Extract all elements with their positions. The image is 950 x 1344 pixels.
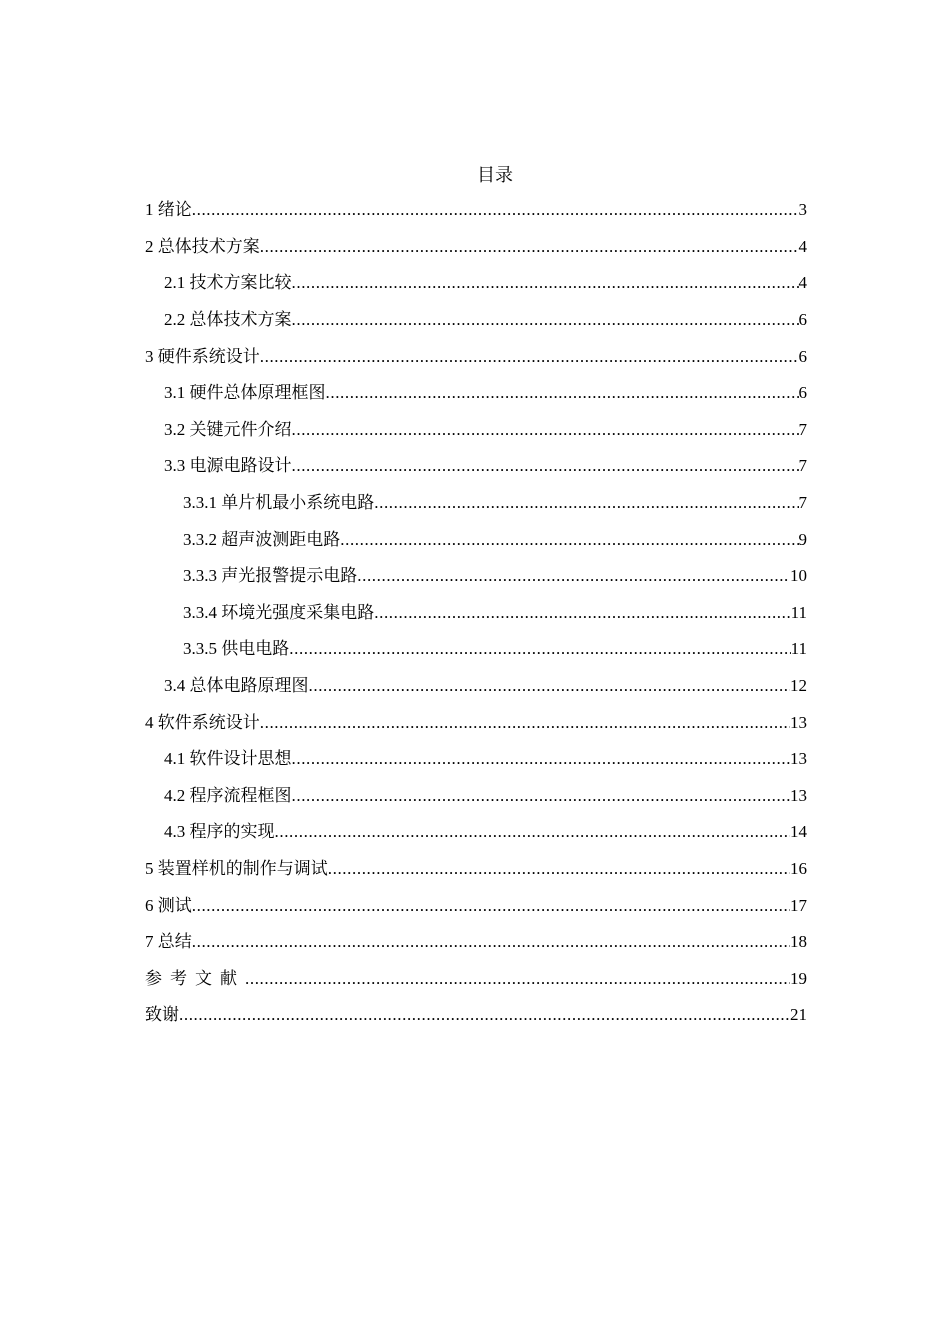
toc-entry-page: 13: [790, 712, 807, 732]
toc-entry-label: 3.3.2 超声波测距电路: [183, 529, 341, 549]
toc-entry-page: 7: [798, 493, 807, 513]
toc-dot-leader: [357, 564, 790, 588]
toc-entry-page: 13: [790, 785, 807, 805]
toc-entry-label: 5 装置样机的制作与调试: [145, 858, 328, 878]
toc-dot-leader: [292, 747, 791, 771]
toc-dot-leader: [374, 491, 798, 515]
toc-dot-leader: [260, 235, 799, 259]
toc-dot-leader: [192, 930, 790, 954]
toc-entry-page: 7: [798, 456, 807, 476]
toc-entry-page: 3: [798, 200, 807, 220]
toc-entry-label: 2.1 技术方案比较: [164, 273, 292, 293]
toc-dot-leader: [192, 198, 799, 222]
toc-entry-4-2[interactable]: [145, 778, 807, 815]
toc-entry-7[interactable]: [145, 924, 807, 961]
toc-entry-3-4[interactable]: [145, 668, 807, 705]
toc-entry-3[interactable]: [145, 338, 807, 375]
toc-entry-page: 13: [790, 749, 807, 769]
toc-dot-leader: [292, 418, 799, 442]
toc-entry-2-2[interactable]: [145, 302, 807, 339]
toc-entry-label: 6 测试: [145, 895, 192, 915]
toc-dot-leader: [292, 454, 799, 478]
toc-entry-6[interactable]: [145, 887, 807, 924]
toc-entry-label: 致谢: [145, 1005, 179, 1025]
toc-entry-3-3-1[interactable]: [145, 485, 807, 522]
toc-dot-leader: [292, 784, 791, 808]
toc-entry-label: 3.3 电源电路设计: [164, 456, 292, 476]
toc-entry-3-3-4[interactable]: [145, 595, 807, 632]
toc-entry-3-2[interactable]: [145, 412, 807, 449]
toc-entry-page: 6: [798, 346, 807, 366]
toc-dot-leader: [326, 381, 799, 405]
toc-entry-page: 17: [790, 895, 807, 915]
toc-dot-leader: [260, 345, 799, 369]
toc-entry-3-3-2[interactable]: [145, 521, 807, 558]
toc-entry-acknowledgements[interactable]: [145, 997, 807, 1034]
toc-entry-label: 参考文献: [145, 968, 245, 988]
toc-entry-page: 16: [790, 858, 807, 878]
toc-entry-page: 4: [798, 236, 807, 256]
toc-entry-label: 3.3.4 环境光强度采集电路: [183, 602, 375, 622]
toc-entry-4[interactable]: [145, 704, 807, 741]
toc-entry-page: 6: [798, 383, 807, 403]
toc-dot-leader: [245, 967, 790, 991]
toc-title: 目录: [477, 165, 513, 185]
toc-entry-label: 3.3.5 供电电路: [183, 639, 290, 659]
toc-entry-5[interactable]: [145, 851, 807, 888]
toc-entry-3-1[interactable]: [145, 375, 807, 412]
toc-dot-leader: [275, 820, 791, 844]
toc-entry-label: 3.1 硬件总体原理框图: [164, 383, 326, 403]
toc-entry-label: 3.2 关键元件介绍: [164, 419, 292, 439]
toc-dot-leader: [192, 894, 790, 918]
toc-entry-page: 19: [790, 968, 807, 988]
toc-entry-page: 4: [798, 273, 807, 293]
toc-entry-1[interactable]: [145, 192, 807, 229]
toc-entry-label: 7 总结: [145, 932, 192, 952]
toc-entry-page: 12: [790, 676, 807, 696]
toc-entry-label: 3.3.3 声光报警提示电路: [183, 566, 358, 586]
toc-entry-label: 1 绪论: [145, 200, 192, 220]
toc-entry-page: 7: [798, 419, 807, 439]
toc-entry-references[interactable]: [145, 960, 807, 997]
toc-dot-leader: [309, 674, 791, 698]
toc-dot-leader: [340, 528, 798, 552]
toc-entry-label: 2.2 总体技术方案: [164, 310, 292, 330]
toc-entry-label: 3.3.1 单片机最小系统电路: [183, 493, 375, 513]
toc-entry-page: 10: [790, 566, 807, 586]
toc-entry-3-3-5[interactable]: [145, 631, 807, 668]
toc-dot-leader: [374, 601, 790, 625]
toc-dot-leader: [292, 308, 799, 332]
toc-dot-leader: [179, 1003, 790, 1027]
toc-entry-2-1[interactable]: [145, 265, 807, 302]
toc-entry-page: 18: [790, 932, 807, 952]
toc-entry-page: 14: [790, 822, 807, 842]
toc-entry-page: 11: [790, 639, 807, 659]
toc-dot-leader: [289, 637, 790, 661]
toc-entry-label: 3 硬件系统设计: [145, 346, 260, 366]
toc-entry-4-1[interactable]: [145, 741, 807, 778]
toc-entry-page: 9: [798, 529, 807, 549]
toc-entry-label: 4.2 程序流程框图: [164, 785, 292, 805]
toc-entry-page: 6: [798, 310, 807, 330]
toc-entry-3-3-3[interactable]: [145, 558, 807, 595]
toc-dot-leader: [260, 711, 790, 735]
table-of-contents: [145, 192, 807, 1034]
toc-entry-2[interactable]: [145, 229, 807, 266]
toc-entry-label: 3.4 总体电路原理图: [164, 676, 309, 696]
toc-dot-leader: [328, 857, 790, 881]
toc-entry-label: 2 总体技术方案: [145, 236, 260, 256]
toc-entry-3-3[interactable]: [145, 448, 807, 485]
toc-dot-leader: [292, 271, 799, 295]
toc-entry-page: 11: [790, 602, 807, 622]
toc-entry-label: 4.1 软件设计思想: [164, 749, 292, 769]
toc-entry-label: 4 软件系统设计: [145, 712, 260, 732]
toc-entry-4-3[interactable]: [145, 814, 807, 851]
toc-entry-label: 4.3 程序的实现: [164, 822, 275, 842]
toc-entry-page: 21: [790, 1005, 807, 1025]
